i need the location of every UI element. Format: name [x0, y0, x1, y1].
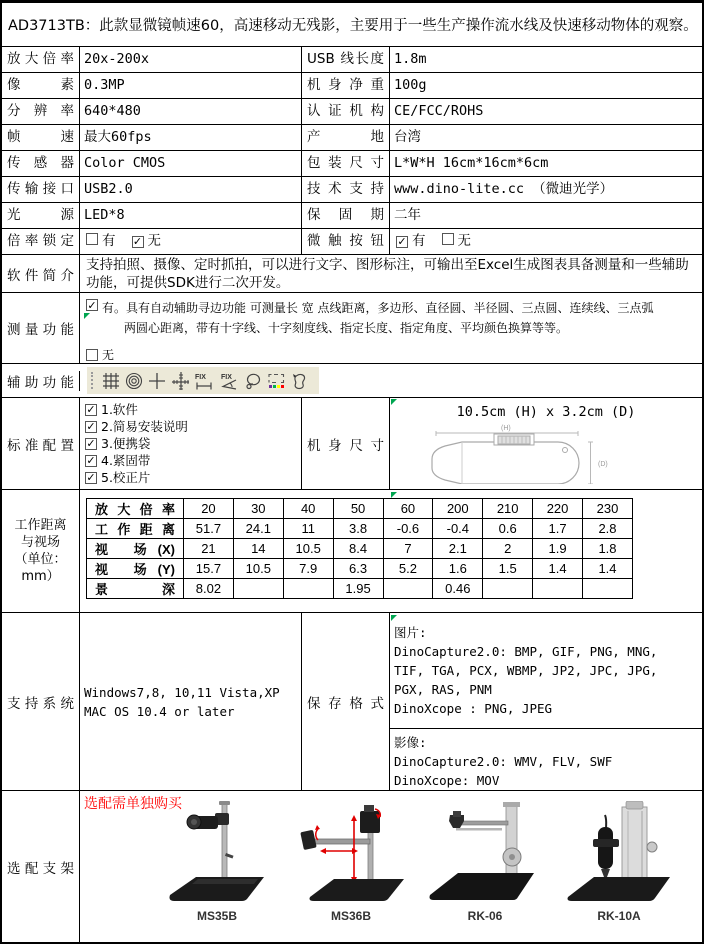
- lasso-icon: [243, 371, 263, 391]
- stand-image-rk-06: [426, 801, 544, 905]
- checkbox-checked[interactable]: ✓: [397, 235, 407, 248]
- row-label: [2, 293, 80, 363]
- row-label: [2, 255, 80, 292]
- os-support-cell: [80, 613, 302, 790]
- spec-value: 640*480: [80, 99, 302, 125]
- table-cell: [483, 579, 533, 599]
- stand-model-label: RK-10A: [597, 909, 641, 923]
- table-cell: 2.8: [583, 519, 633, 539]
- table-cell: -0.4: [433, 519, 483, 539]
- spec-label: 保固期: [302, 203, 390, 229]
- target-icon: [124, 371, 144, 391]
- config-item: [83, 436, 301, 452]
- software-intro-text: 支持拍照、摄像、定时抓拍，可以进行文字、图形标注，可输出至Excel生成图表具备测量和一些辅助功能，可提供SDK进行二次开发。: [86, 256, 689, 291]
- table-cell: 11: [283, 519, 333, 539]
- software-intro-text-cell: [80, 255, 702, 292]
- row-label-text: 支持系统: [7, 695, 74, 712]
- table-cell: 230: [583, 499, 633, 519]
- checkbox-label: 无: [147, 233, 161, 249]
- row-label-text: 选配支架: [7, 861, 74, 877]
- stand-model-label: RK-06: [467, 909, 503, 923]
- table-cell: 14: [233, 539, 283, 559]
- body-size-label: 机身尺寸: [307, 437, 384, 454]
- row-measurement: [2, 293, 702, 364]
- checkbox-unchecked[interactable]: [442, 233, 454, 245]
- format-line: TIF, TGA, PCX, WBMP, JP2, JPC, JPG,: [394, 663, 658, 678]
- table-cell: 10.5: [283, 539, 333, 559]
- svg-text:(H): (H): [501, 425, 511, 432]
- row-label: [2, 490, 80, 612]
- measurement-no-wrap: [84, 346, 698, 363]
- svg-text:FIX: FIX: [221, 373, 232, 381]
- table-cell: 1.4: [533, 559, 583, 579]
- format-line: DinoCapture2.0: BMP, GIF, PNG, MNG,: [394, 644, 658, 659]
- checkbox-checked[interactable]: ✓: [87, 298, 97, 312]
- row-support-system: [2, 613, 702, 791]
- table-cell: [283, 579, 333, 599]
- table-cell: [383, 579, 433, 599]
- table-cell: 0.6: [483, 519, 533, 539]
- standard-config-list: [80, 398, 302, 489]
- table-cell: 2: [483, 539, 533, 559]
- measurement-line1: 有。具有自动辅助寻边功能 可测量长 宽 点线距离，多边形、直径圆、半径圆、三点圆、连续线、三点弧: [102, 301, 654, 315]
- table-cell: 20: [184, 499, 234, 519]
- table-cell: 10.5: [233, 559, 283, 579]
- table-cell: 3.8: [333, 519, 383, 539]
- spec-value: 1.8m: [390, 47, 702, 73]
- table-cell: -0.6: [383, 519, 433, 539]
- checkbox-checked[interactable]: ✓: [86, 454, 96, 467]
- row-label-text: 标准配置: [7, 437, 74, 454]
- measurement-line2: 两圆心距离，带有十字线、十字刻度线、指定长度、指定角度、平均颜色换算等等。: [124, 321, 569, 335]
- spec-value: 20x-200x: [80, 47, 302, 73]
- checkbox-checked[interactable]: ✓: [86, 437, 96, 450]
- row-label: [2, 371, 80, 391]
- svg-text:(D): (D): [598, 461, 608, 468]
- spec-value: 台湾: [390, 125, 702, 151]
- stands-cell: [80, 791, 702, 943]
- table-cell: 30: [233, 499, 283, 519]
- grid-icon: [101, 371, 121, 391]
- row-label-text: 软件简介: [7, 267, 74, 284]
- table-cell: 50: [333, 499, 383, 519]
- checkbox-label: 有: [412, 233, 426, 249]
- checkbox-checked[interactable]: ✓: [86, 403, 96, 416]
- row-label: [2, 791, 80, 943]
- table-cell: 1.4: [583, 559, 633, 579]
- spec-value: 最大60fps: [80, 125, 302, 151]
- table-row: [87, 539, 633, 559]
- stand-figure: [158, 801, 276, 923]
- table-cell: 8.02: [184, 579, 234, 599]
- spec-label: 光源: [2, 203, 80, 229]
- table-cell: [233, 579, 283, 599]
- table-row-label: 放大倍率: [87, 499, 184, 519]
- spec-label: 传感器: [2, 151, 80, 177]
- working-distance-cell: [80, 490, 702, 612]
- spec-value-checkboxes: [80, 229, 302, 255]
- table-row: [87, 559, 633, 579]
- table-cell: 1.8: [583, 539, 633, 559]
- table-cell: 6.3: [333, 559, 383, 579]
- table-cell: 60: [383, 499, 433, 519]
- save-format-label-cell: [302, 613, 390, 790]
- config-item-label: 5.校正片: [101, 469, 151, 485]
- checkbox-unchecked[interactable]: [86, 233, 98, 245]
- table-cell: 1.95: [333, 579, 383, 599]
- spec-value: www.dino-lite.cc （微迪光学）: [390, 177, 702, 203]
- format-line: DinoXcope: MOV: [394, 773, 500, 788]
- spec-value: L*W*H 16cm*16cm*6cm: [390, 151, 702, 177]
- spec-label: 认证机构: [302, 99, 390, 125]
- stand-model-label: MS35B: [196, 909, 237, 923]
- crosshair-ticks-icon: [170, 371, 190, 391]
- table-cell: 51.7: [184, 519, 234, 539]
- spec-label: 传输接口: [2, 177, 80, 203]
- row-software-intro: [2, 255, 702, 293]
- config-item: [83, 470, 301, 486]
- spec-label: 像素: [2, 73, 80, 99]
- comment-marker: [84, 313, 90, 319]
- table-cell: [533, 579, 583, 599]
- checkbox-checked[interactable]: ✓: [86, 420, 96, 433]
- stand-image-ms36b: [292, 801, 410, 905]
- fix-angle-icon: [218, 371, 240, 391]
- table-cell: 15.7: [184, 559, 234, 579]
- os-line: MAC OS 10.4 or later: [84, 703, 235, 719]
- checkbox-no[interactable]: [86, 349, 98, 361]
- format-line: 影像:: [394, 735, 427, 750]
- spec-label: 技术支持: [302, 177, 390, 203]
- config-item: [83, 453, 301, 469]
- checkbox-label: 无: [457, 233, 471, 249]
- spec-label: 倍率锁定: [2, 229, 80, 255]
- row-label-line: （单位：: [14, 552, 67, 567]
- table-row-label: 景 深: [87, 579, 184, 599]
- spec-value: 二年: [390, 203, 702, 229]
- body-size-label-cell: [302, 398, 390, 489]
- spec-label: 分辨率: [2, 99, 80, 125]
- stand-model-label: MS36B: [330, 909, 371, 923]
- spec-label: 包装尺寸: [302, 151, 390, 177]
- checkbox-checked[interactable]: ✓: [86, 471, 96, 484]
- checkbox-checked[interactable]: ✓: [132, 235, 143, 248]
- stand-figure: [560, 801, 678, 923]
- table-cell: 1.9: [533, 539, 583, 559]
- stand-figure: [426, 801, 544, 923]
- format-line: 图片:: [394, 625, 427, 640]
- spec-grid: [2, 47, 702, 255]
- table-row-label: 视 场(Y): [87, 559, 184, 579]
- measurement-cell: [80, 293, 702, 363]
- body-size-cell: [390, 398, 702, 489]
- toolbar-grip-icon: [91, 372, 95, 389]
- config-item-label: 1.软件: [101, 401, 138, 417]
- table-cell: 21: [184, 539, 234, 559]
- config-item-label: 4.紧固带: [101, 452, 151, 468]
- row-label: [2, 613, 80, 790]
- spec-value: CE/FCC/ROHS: [390, 99, 702, 125]
- save-format-cell: [390, 613, 702, 790]
- format-line: PGX, RAS, PNM: [394, 682, 492, 697]
- aux-toolbar: [87, 367, 319, 394]
- table-cell: 8.4: [333, 539, 383, 559]
- table-cell: 24.1: [233, 519, 283, 539]
- table-header-row: [87, 499, 633, 519]
- row-label: [2, 398, 80, 489]
- format-line: DinoCapture2.0: WMV, FLV, SWF: [394, 754, 613, 769]
- stand-image-rk-10a: [560, 801, 678, 905]
- table-row-label: 工作距离: [87, 519, 184, 539]
- row-aux-functions: [2, 364, 702, 398]
- svg-text:FIX: FIX: [195, 373, 206, 381]
- config-item-label: 3.便携袋: [101, 435, 151, 451]
- spec-value-checkboxes: [390, 229, 702, 255]
- spec-label: 微触按钮: [302, 229, 390, 255]
- spec-label: 机身净重: [302, 73, 390, 99]
- table-row-label: 视 场(X): [87, 539, 184, 559]
- spec-value: 100g: [390, 73, 702, 99]
- spec-label: 放大倍率: [2, 47, 80, 73]
- table-cell: 1.5: [483, 559, 533, 579]
- freeform-icon: [289, 371, 309, 391]
- row-label-text: 测量功能: [7, 322, 74, 338]
- table-cell: 220: [533, 499, 583, 519]
- stand-figure: [292, 801, 410, 923]
- table-cell: 2.1: [433, 539, 483, 559]
- comment-marker: [391, 615, 397, 621]
- save-format-label: 保存格式: [307, 695, 384, 712]
- table-cell: 1.7: [533, 519, 583, 539]
- table-row: [87, 579, 633, 599]
- config-item-label: 2.简易安装说明: [101, 418, 188, 434]
- image-formats-section: [390, 613, 702, 729]
- table-cell: 210: [483, 499, 533, 519]
- comment-marker: [391, 399, 397, 405]
- measurement-no-label: 无: [102, 348, 115, 362]
- config-item: [83, 402, 301, 418]
- table-row: [87, 519, 633, 539]
- row-standard-config: [2, 398, 702, 490]
- spec-value: LED*8: [80, 203, 302, 229]
- purchase-note: 选配需单独购买: [84, 796, 182, 812]
- table-cell: 0.46: [433, 579, 483, 599]
- table-cell: 200: [433, 499, 483, 519]
- table-cell: 7.9: [283, 559, 333, 579]
- spec-value: Color CMOS: [80, 151, 302, 177]
- measurement-line1-wrap: [84, 299, 698, 316]
- config-item: [83, 419, 301, 435]
- spec-label: USB 线长度: [302, 47, 390, 73]
- working-distance-table: [86, 498, 633, 599]
- table-cell: 7: [383, 539, 433, 559]
- checkbox-label: 有: [102, 233, 116, 249]
- format-line: DinoXcope : PNG, JPEG: [394, 701, 553, 716]
- row-label-line: mm）: [21, 569, 60, 584]
- table-cell: [583, 579, 633, 599]
- os-line: Windows7,8, 10,11 Vista,XP: [84, 684, 280, 700]
- video-formats-section: [390, 729, 702, 790]
- table-cell: 1.6: [433, 559, 483, 579]
- stand-image-ms35b: [158, 801, 276, 905]
- row-label-line: 与视场: [20, 535, 60, 550]
- crosshair-icon: [147, 371, 167, 391]
- spec-label: 帧速: [2, 125, 80, 151]
- table-cell: 40: [283, 499, 333, 519]
- row-working-distance: [2, 490, 702, 613]
- color-rect-icon: [266, 371, 286, 391]
- spec-value: 0.3MP: [80, 73, 302, 99]
- row-label-text: 辅助功能: [7, 374, 74, 391]
- table-cell: 5.2: [383, 559, 433, 579]
- page-title: AD3713TB：此款显微镜帧速60，高速移动无残影，主要用于一些生产操作流水线及快速移动物体的观察。: [2, 3, 702, 47]
- body-size-text: 10.5cm (H) x 3.2cm (D): [456, 404, 636, 420]
- microscope-body-diagram: [418, 422, 658, 484]
- row-label-line: 工作距离: [14, 518, 67, 533]
- row-optional-stands: [2, 791, 702, 943]
- fix-length-icon: [193, 371, 215, 391]
- spec-value: USB2.0: [80, 177, 302, 203]
- stand-figures: [158, 801, 678, 923]
- comment-marker: [391, 492, 397, 498]
- spec-label: 产地: [302, 125, 390, 151]
